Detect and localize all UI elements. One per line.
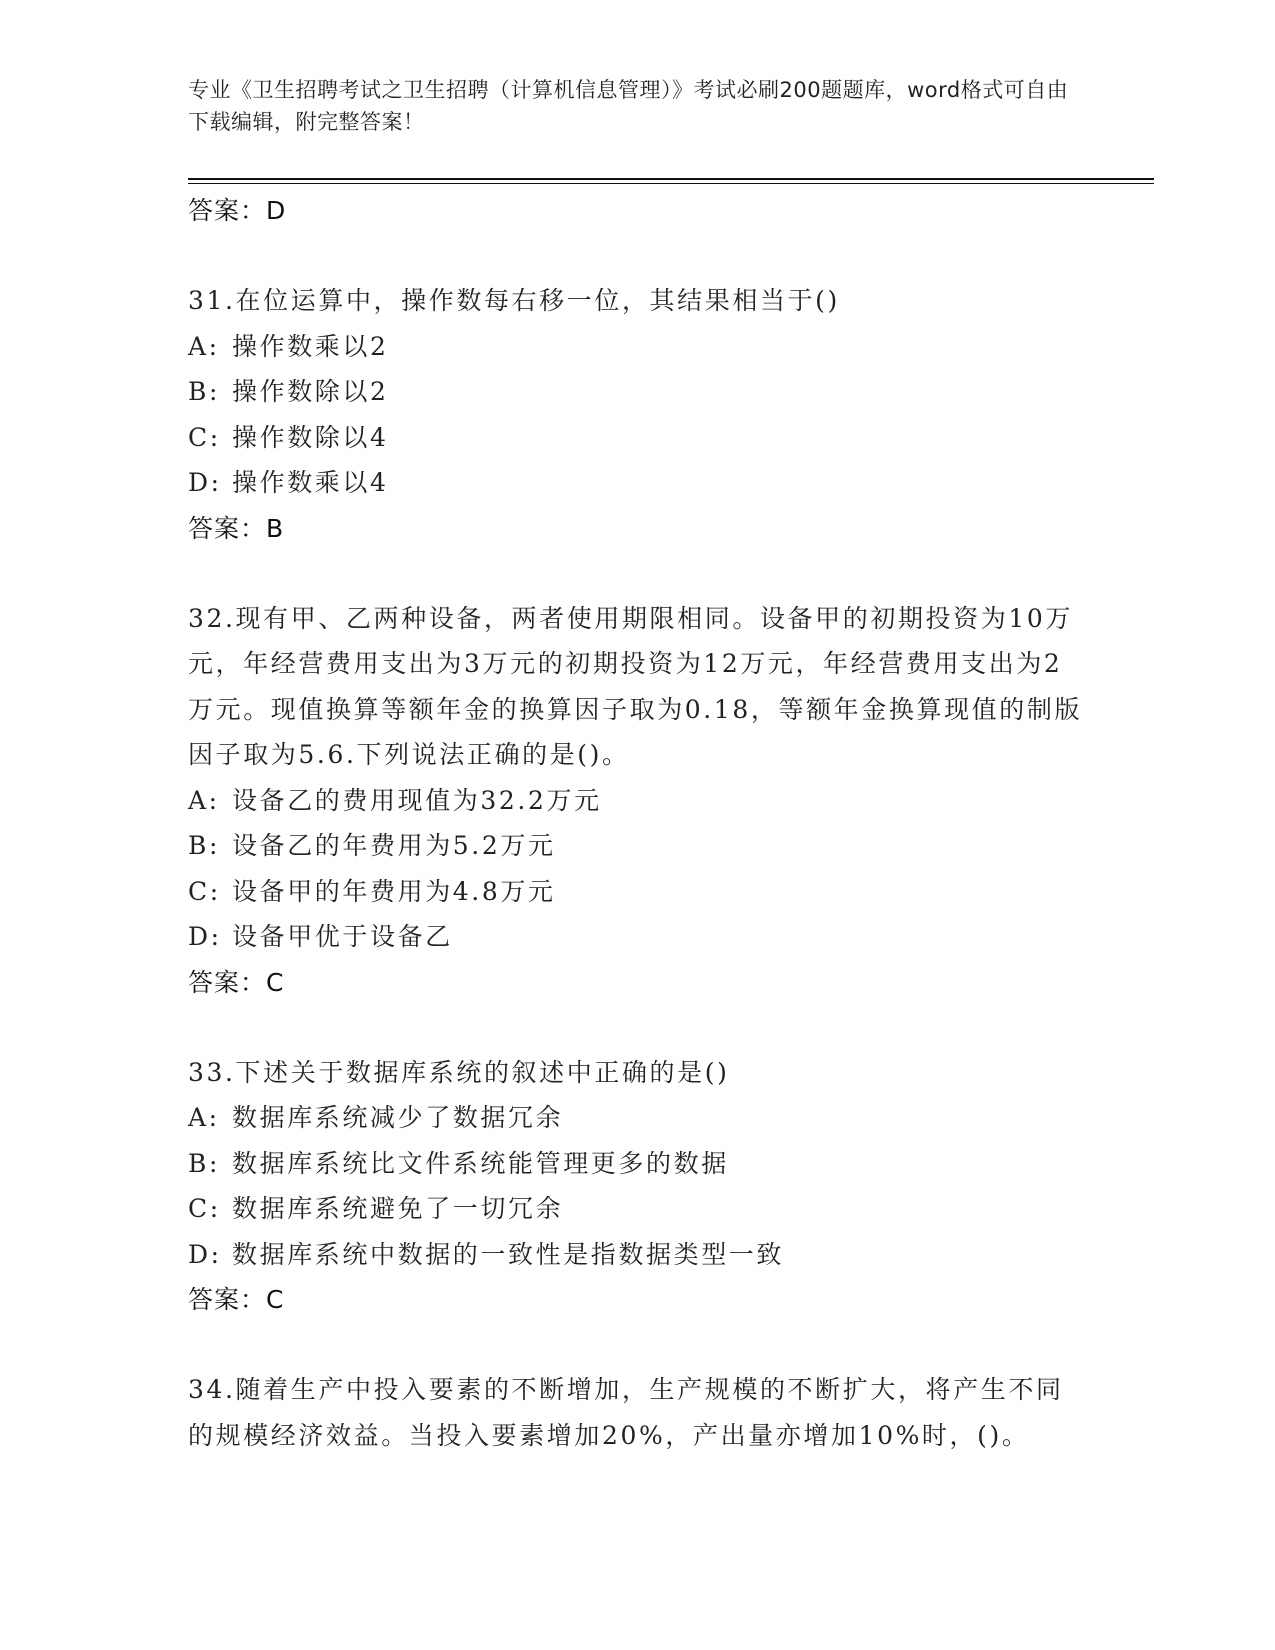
question-block (188, 596, 1088, 1005)
option-key: A: (188, 331, 220, 361)
spacer (188, 233, 1088, 278)
option-key: B: (188, 1148, 220, 1178)
question-text: 33.下述关于数据库系统的叙述中正确的是() (188, 1057, 730, 1087)
option-text: 操作数除以2 (232, 377, 389, 406)
header-divider-thick (188, 178, 1154, 180)
option-key: D: (188, 468, 222, 497)
option-key: D: (188, 1239, 222, 1269)
answer-label: 答案： (188, 513, 267, 543)
option-key: B: (188, 831, 220, 860)
question-text: 34.随着生产中投入要素的不断增加，生产规模的不断扩大，将产生不同的规模经济效益。当投入要素增加20%，产出量亦增加10%时，()。 (188, 1375, 1064, 1450)
answer-label: 答案： (188, 1285, 267, 1314)
option-b (188, 823, 1088, 869)
option-key: B: (188, 377, 220, 406)
option-text: 操作数除以4 (232, 422, 389, 452)
option-text: 数据库系统减少了数据冗余 (232, 1103, 564, 1132)
option-key: C: (188, 876, 221, 906)
option-key: A: (188, 1103, 220, 1132)
answer-value: D (266, 196, 286, 225)
answer-label: 答案： (188, 196, 267, 225)
option-text: 操作数乘以2 (232, 331, 389, 361)
answer-line (188, 188, 1088, 233)
option-c (188, 415, 1088, 461)
option-text: 设备甲优于设备乙 (232, 922, 453, 951)
option-text: 数据库系统中数据的一致性是指数据类型一致 (232, 1239, 785, 1269)
option-key: C: (188, 422, 221, 452)
header-divider-thin (188, 183, 1154, 184)
option-text: 操作数乘以4 (232, 468, 389, 497)
question-text: 32.现有甲、乙两种设备，两者使用期限相同。设备甲的初期投资为10万元，年经营费用支出为3万元的初期投资为12万元，年经营费用支出为2万元。现值换算等额年金的换算因子取为0.18，等额年金换算现值的制版因子取为5.6.下列说法正确的是()。 (188, 603, 1083, 769)
question-content (188, 188, 1088, 1458)
question-block (188, 1367, 1088, 1458)
question-block (188, 278, 1088, 551)
answer-value: C (266, 1285, 284, 1314)
question-text: 31.在位运算中，操作数每右移一位，其结果相当于() (188, 286, 840, 315)
option-b (188, 369, 1088, 415)
option-d (188, 914, 1088, 960)
answer-value: B (266, 513, 284, 543)
option-d (188, 1232, 1088, 1278)
option-c (188, 1186, 1088, 1232)
option-text: 设备甲的年费用为4.8万元 (232, 876, 556, 906)
answer-line (188, 506, 1088, 551)
document-header: 专业《卫生招聘考试之卫生招聘（计算机信息管理）》考试必刷200题题库，word格式可自由下载编辑，附完整答案！ (188, 78, 1069, 134)
option-key: A: (188, 785, 220, 815)
option-c (188, 869, 1088, 915)
option-a (188, 1095, 1088, 1141)
option-text: 设备乙的年费用为5.2万元 (232, 831, 556, 860)
spacer (188, 551, 1088, 596)
option-b (188, 1141, 1088, 1187)
spacer (188, 1322, 1088, 1367)
option-text: 设备乙的费用现值为32.2万元 (232, 785, 602, 815)
option-key: D: (188, 922, 222, 951)
question-block (188, 1050, 1088, 1323)
option-d (188, 460, 1088, 506)
option-key: C: (188, 1194, 221, 1223)
option-a (188, 778, 1088, 824)
answer-line (188, 960, 1088, 1005)
spacer (188, 1005, 1088, 1050)
answer-line (188, 1277, 1088, 1322)
option-text: 数据库系统避免了一切冗余 (232, 1194, 564, 1223)
answer-label: 答案： (188, 967, 267, 997)
option-text: 数据库系统比文件系统能管理更多的数据 (232, 1148, 729, 1178)
option-a (188, 324, 1088, 370)
answer-value: C (266, 967, 284, 997)
